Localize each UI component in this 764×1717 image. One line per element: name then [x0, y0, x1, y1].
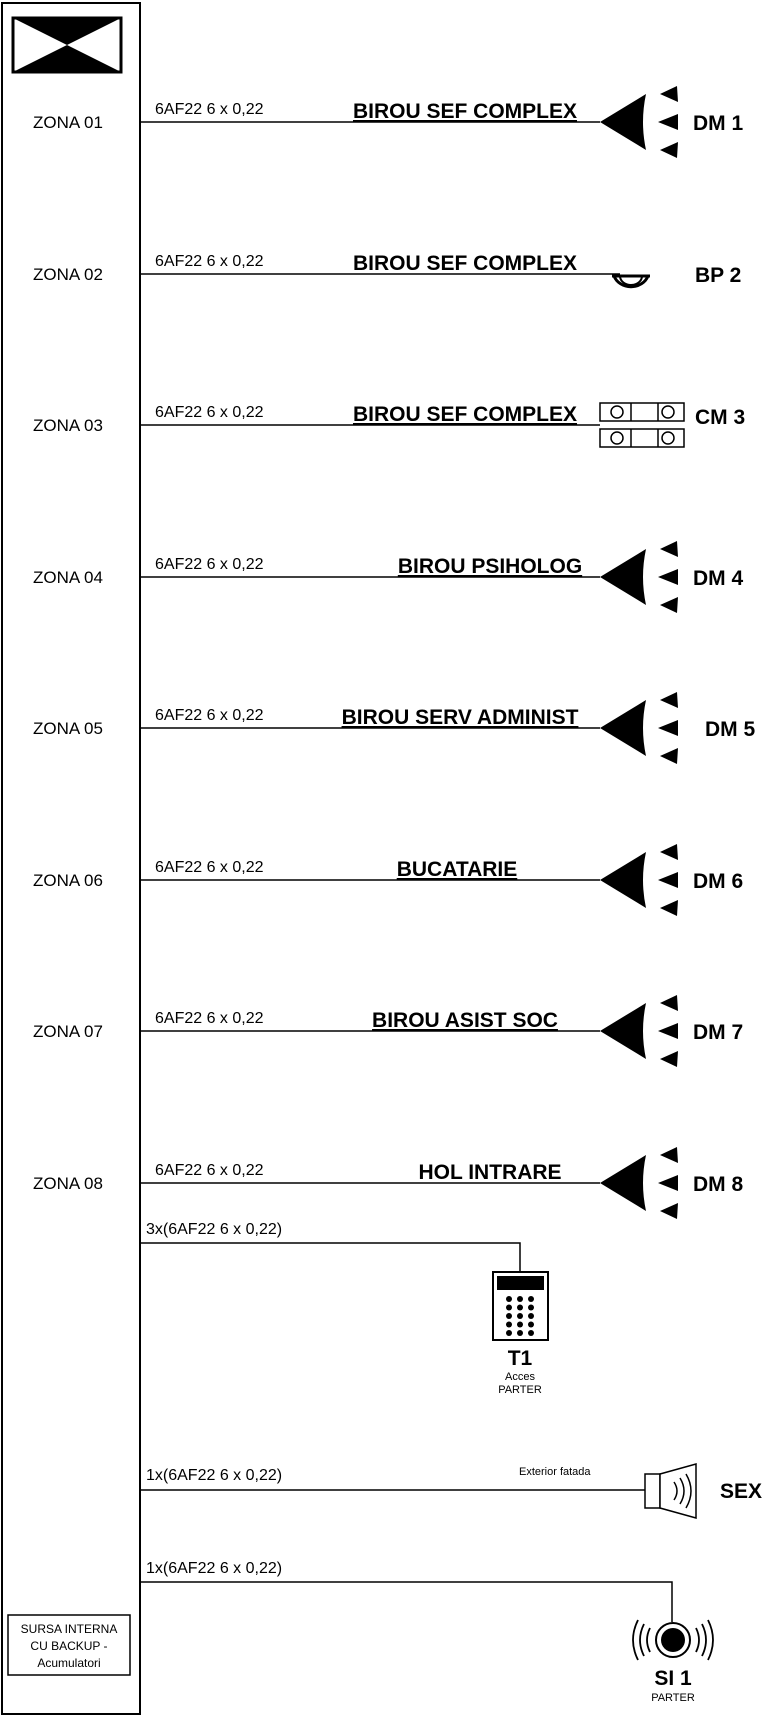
cable-label: 6AF22 6 x 0,22 — [155, 1010, 264, 1027]
device-tag: DM 8 — [693, 1173, 744, 1196]
keypad-key — [528, 1296, 534, 1302]
zone-label: ZONA 04 — [33, 568, 103, 587]
zone-label: ZONA 05 — [33, 719, 103, 738]
keypad-key — [528, 1305, 534, 1311]
keypad-key — [506, 1305, 512, 1311]
zones-group — [33, 86, 755, 1219]
cable-label: 6AF22 6 x 0,22 — [155, 101, 264, 118]
keypad-key — [506, 1322, 512, 1328]
room-label: HOL INTRARE — [418, 1161, 562, 1184]
siren-int-tag: SI 1 — [654, 1667, 692, 1690]
keypad-line-1: Acces — [505, 1371, 535, 1383]
siren-ext-cable-label: 1x(6AF22 6 x 0,22) — [146, 1467, 283, 1484]
keypad-key — [517, 1322, 523, 1328]
siren-int-cable-label: 1x(6AF22 6 x 0,22) — [146, 1560, 283, 1577]
keypad-key — [528, 1330, 534, 1336]
keypad-key — [517, 1313, 523, 1319]
device-tag: BP 2 — [695, 264, 742, 287]
zone-label: ZONA 02 — [33, 265, 103, 284]
keypad-tag: T1 — [507, 1347, 533, 1370]
siren-ext-tag: SEX — [720, 1480, 763, 1503]
zone-label: ZONA 03 — [33, 416, 103, 435]
keypad-wire — [140, 1243, 520, 1272]
keypad-circuit — [140, 1221, 548, 1396]
keypad-key — [517, 1330, 523, 1336]
siren-int-wire — [140, 1582, 672, 1622]
cable-label: 6AF22 6 x 0,22 — [155, 404, 264, 421]
device-tag: DM 4 — [693, 567, 744, 590]
psu-label-line-2: CU BACKUP - — [30, 1639, 108, 1653]
siren-ext-location: Exterior fatada — [519, 1466, 591, 1478]
room-label: BIROU ASIST SOC — [372, 1009, 558, 1032]
keypad-cable-label: 3x(6AF22 6 x 0,22) — [146, 1221, 283, 1238]
keypad-key — [506, 1330, 512, 1336]
room-label: BIROU SEF COMPLEX — [352, 252, 578, 275]
room-label: BIROU SEF COMPLEX — [352, 403, 578, 426]
zone-label: ZONA 08 — [33, 1174, 103, 1193]
room-label: BIROU SERV ADMINIST — [341, 706, 579, 729]
control-panel-box — [2, 3, 140, 1714]
device-tag: DM 5 — [705, 718, 756, 741]
keypad-key — [528, 1313, 534, 1319]
keypad-key — [506, 1296, 512, 1302]
cable-label: 6AF22 6 x 0,22 — [155, 1162, 264, 1179]
keypad-key — [506, 1313, 512, 1319]
device-tag: DM 7 — [693, 1021, 744, 1044]
panic-button-icon — [612, 276, 650, 287]
device-tag: CM 3 — [695, 406, 746, 429]
zone-row — [33, 692, 755, 764]
siren-interior-circuit — [140, 1560, 713, 1704]
detector-motion-icon — [600, 844, 678, 916]
device-tag: DM 6 — [693, 870, 744, 893]
detector-motion-icon — [600, 86, 678, 158]
device-tag: DM 1 — [693, 112, 744, 135]
keypad-line-2: PARTER — [498, 1384, 542, 1396]
keypad-key — [517, 1296, 523, 1302]
siren-icon — [633, 1620, 713, 1660]
cable-label: 6AF22 6 x 0,22 — [155, 859, 264, 876]
cable-label: 6AF22 6 x 0,22 — [155, 707, 264, 724]
keypad-icon — [493, 1272, 548, 1340]
room-label: BIROU PSIHOLOG — [397, 555, 583, 578]
panel-logo-icon — [13, 18, 121, 72]
psu-label-line-1: SURSA INTERNA — [20, 1622, 118, 1636]
keypad-key — [528, 1322, 534, 1328]
magnetic-contact-icon — [600, 403, 684, 447]
speaker-icon — [645, 1464, 696, 1518]
keypad-key — [517, 1305, 523, 1311]
room-label: BUCATARIE — [396, 858, 518, 881]
detector-motion-icon — [600, 541, 678, 613]
siren-exterior-circuit — [140, 1464, 762, 1518]
zone-label: ZONA 01 — [33, 113, 103, 132]
zone-label: ZONA 07 — [33, 1022, 103, 1041]
room-label: BIROU SEF COMPLEX — [352, 100, 578, 123]
power-supply-box — [8, 1615, 130, 1675]
detector-motion-icon — [600, 692, 678, 764]
detector-motion-icon — [600, 1147, 678, 1219]
cable-label: 6AF22 6 x 0,22 — [155, 556, 264, 573]
detector-motion-icon — [600, 995, 678, 1067]
zone-label: ZONA 06 — [33, 871, 103, 890]
siren-int-sub: PARTER — [651, 1692, 695, 1704]
cable-label: 6AF22 6 x 0,22 — [155, 253, 264, 270]
psu-label-line-3: Acumulatori — [37, 1656, 101, 1670]
